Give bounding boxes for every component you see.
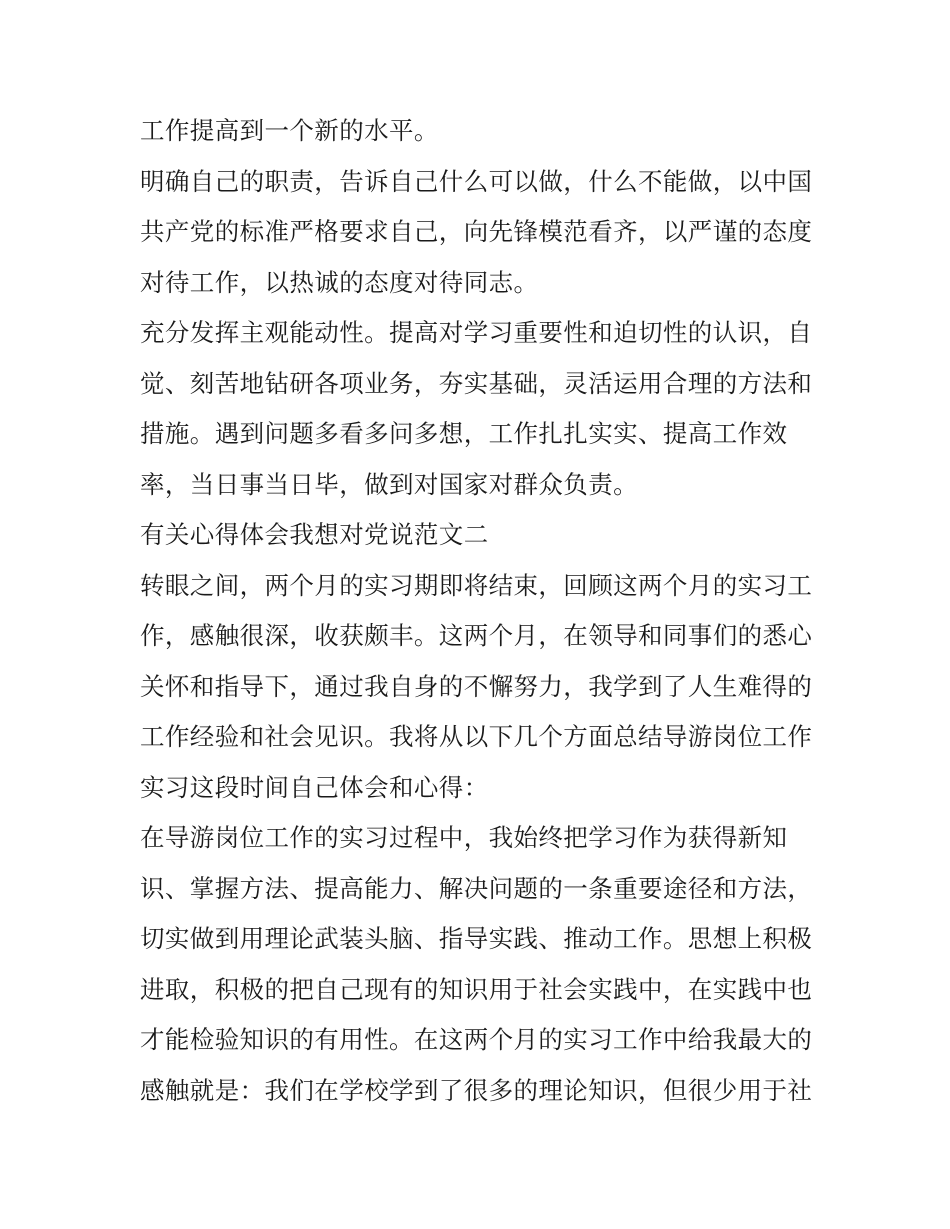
text-line: 识、掌握方法、提高能力、解决问题的一条重要途径和方法， <box>140 873 813 903</box>
text-line: 工作经验和社会见识。我将从以下几个方面总结导游岗位工作 <box>140 722 813 751</box>
text-line: 措施。遇到问题多看多问多想，工作扎扎实实、提高工作效 <box>140 419 788 448</box>
text-line: 关怀和指导下，通过我自身的不懈努力，我学到了人生难得的 <box>140 671 813 701</box>
text-line: 感触就是：我们在学校学到了很多的理论知识，但很少用于社 <box>140 1075 813 1105</box>
text-line: 进取，积极的把自己现有的知识用于社会实践中，在实践中也 <box>140 974 813 1004</box>
text-line: 切实做到用理论武装头脑、指导实践、推动工作。思想上积极 <box>140 924 813 953</box>
section-heading: 有关心得体会我想对党说范文二 <box>140 520 489 549</box>
text-line: 明确自己的职责，告诉自己什么可以做，什么不能做，以中国 <box>140 166 813 196</box>
text-line: 觉、刻苦地钻研各项业务，夯实基础，灵活运用合理的方法和 <box>140 368 813 398</box>
text-line: 率，当日事当日毕，做到对国家对群众负责。 <box>140 469 638 499</box>
text-line: 对待工作，以热诚的态度对待同志。 <box>140 267 539 297</box>
text-line: 转眼之间，两个月的实习期即将结束，回顾这两个月的实习工 <box>140 570 813 600</box>
text-line: 充分发挥主观能动性。提高对学习重要性和迫切性的认识，自 <box>140 318 813 347</box>
text-line: 工作提高到一个新的水平。 <box>140 116 439 145</box>
document-body <box>140 106 812 1116</box>
text-line: 实习这段时间自己体会和心得： <box>140 772 489 802</box>
text-line: 才能检验知识的有用性。在这两个月的实习工作中给我最大的 <box>140 1025 813 1054</box>
text-line: 共产党的标准严格要求自己，向先锋模范看齐，以严谨的态度 <box>140 217 813 246</box>
text-line: 作，感触很深，收获颇丰。这两个月，在领导和同事们的悉心 <box>140 621 813 650</box>
text-line: 在导游岗位工作的实习过程中，我始终把学习作为获得新知 <box>140 823 788 852</box>
